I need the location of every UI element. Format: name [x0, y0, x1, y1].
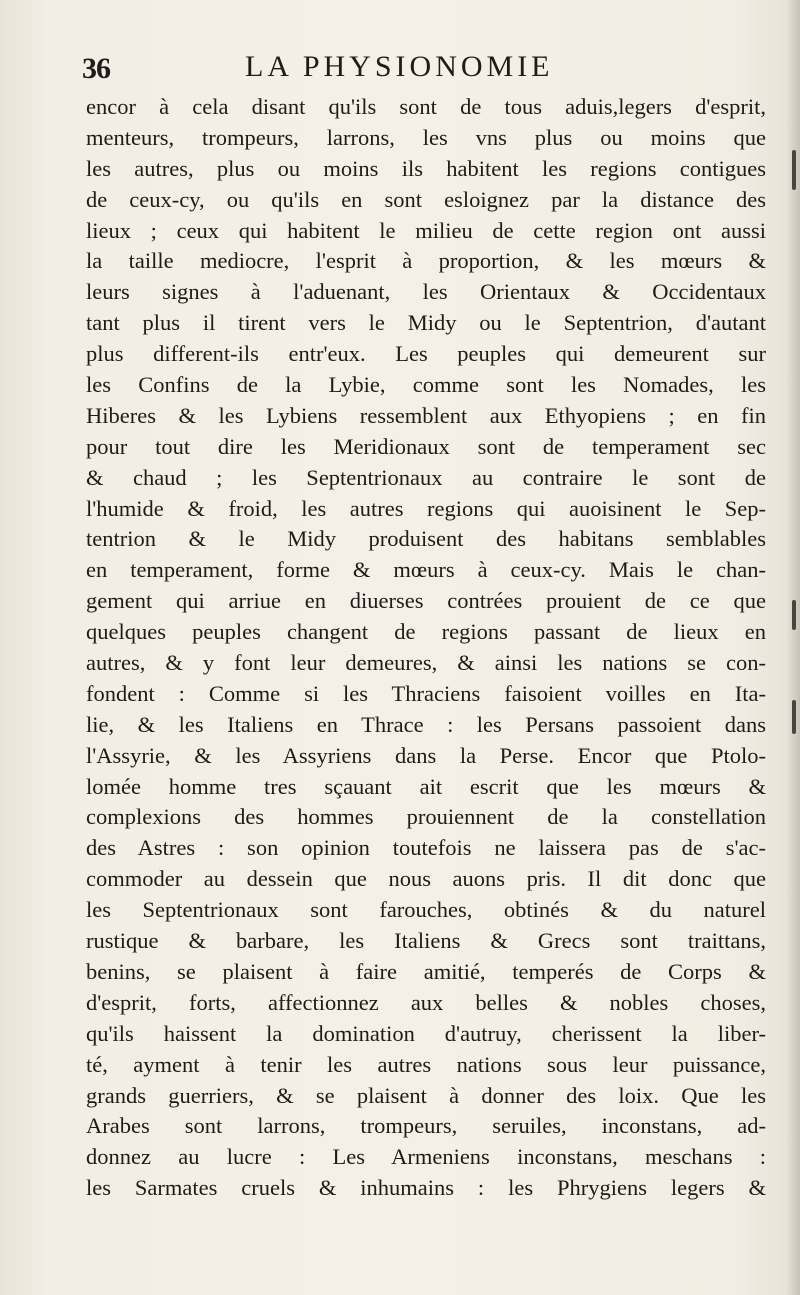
- text-line: autres, & y font leur demeures, & ainsi les nations se con-: [86, 650, 766, 676]
- body-text: [86, 92, 766, 1204]
- text-line: des Astres : son opinion toutefois ne laissera pas de s'ac-: [86, 835, 766, 861]
- text-line: les Confins de la Lybie, comme sont les Nomades, les: [86, 372, 766, 398]
- text-line: Hiberes & les Lybiens ressemblent aux Ethyopiens ; en fin: [86, 402, 766, 428]
- page-edge-mark: [792, 600, 796, 630]
- text-line: grands guerriers, & se plaisent à donner des loix. Que les: [86, 1082, 766, 1108]
- text-line: & chaud ; les Septentrionaux au contraire le sont de: [86, 464, 766, 490]
- text-line: commoder au dessein que nous auons pris. Il dit donc que: [86, 866, 766, 892]
- text-line: de ceux-cy, ou qu'ils en sont esloignez par la distance des: [86, 186, 766, 212]
- text-line: quelques peuples changent de regions passant de lieux en: [86, 619, 766, 645]
- text-line: gement qui arriue en diuerses contrées prouient de ce que: [86, 588, 766, 614]
- text-line: l'humide & froid, les autres regions qui auoisinent le Sep-: [86, 495, 766, 521]
- text-line: pour tout dire les Meridionaux sont de temperament sec: [86, 433, 766, 459]
- text-line: lie, & les Italiens en Thrace : les Persans passoient dans: [86, 711, 766, 737]
- text-line: les autres, plus ou moins ils habitent les regions contigues: [86, 155, 766, 181]
- page-edge-mark: [792, 150, 796, 190]
- text-line: plus different-ils entr'eux. Les peuples qui demeurent sur: [86, 341, 766, 367]
- text-line: fondent : Comme si les Thraciens faisoient voilles en Ita-: [86, 680, 766, 706]
- text-line: l'Assyrie, & les Assyriens dans la Perse. Encor que Ptolo-: [86, 742, 766, 768]
- text-line: menteurs, trompeurs, larrons, les vns plus ou moins que: [86, 124, 766, 150]
- text-line: la taille mediocre, l'esprit à proportion, & les mœurs &: [86, 248, 766, 274]
- text-line: encor à cela disant qu'ils sont de tous aduis,legers d'esprit,: [86, 94, 766, 119]
- text-line: tentrion & le Midy produisent des habitans semblables: [86, 526, 766, 552]
- text-line: donnez au lucre : Les Armeniens inconstans, meschans :: [86, 1144, 766, 1170]
- text-line: lomée homme tres sçauant ait escrit que les mœurs &: [86, 773, 766, 799]
- text-line: les Sarmates cruels & inhumains : les Phrygiens legers &: [86, 1175, 766, 1201]
- text-line: d'esprit, forts, affectionnez aux belles & nobles choses,: [86, 989, 766, 1015]
- text-line: en temperament, forme & mœurs à ceux-cy. Mais le chan-: [86, 557, 766, 583]
- text-line: les Septentrionaux sont farouches, obtinés & du naturel: [86, 897, 766, 923]
- page-number: 36: [82, 52, 110, 85]
- text-line: complexions des hommes prouiennent de la constellation: [86, 804, 766, 830]
- text-line: lieux ; ceux qui habitent le milieu de cette region ont aussi: [86, 217, 766, 243]
- text-line: tant plus il tirent vers le Midy ou le Septentrion, d'autant: [86, 310, 766, 336]
- text-line: Arabes sont larrons, trompeurs, seruiles, inconstans, ad-: [86, 1113, 766, 1139]
- text-line: té, ayment à tenir les autres nations sous leur puissance,: [86, 1051, 766, 1077]
- running-head: LA PHYSIONOMIE: [245, 50, 554, 83]
- text-line: qu'ils haissent la domination d'autruy, cherissent la liber-: [86, 1020, 766, 1046]
- page-edge-shadow: [786, 0, 800, 1295]
- text-line: rustique & barbare, les Italiens & Grecs sont traittans,: [86, 928, 766, 954]
- text-line: benins, se plaisent à faire amitié, temperés de Corps &: [86, 958, 766, 984]
- text-line: leurs signes à l'aduenant, les Orientaux & Occidentaux: [86, 279, 766, 305]
- page-header: [80, 50, 780, 90]
- page-edge-mark: [792, 700, 796, 734]
